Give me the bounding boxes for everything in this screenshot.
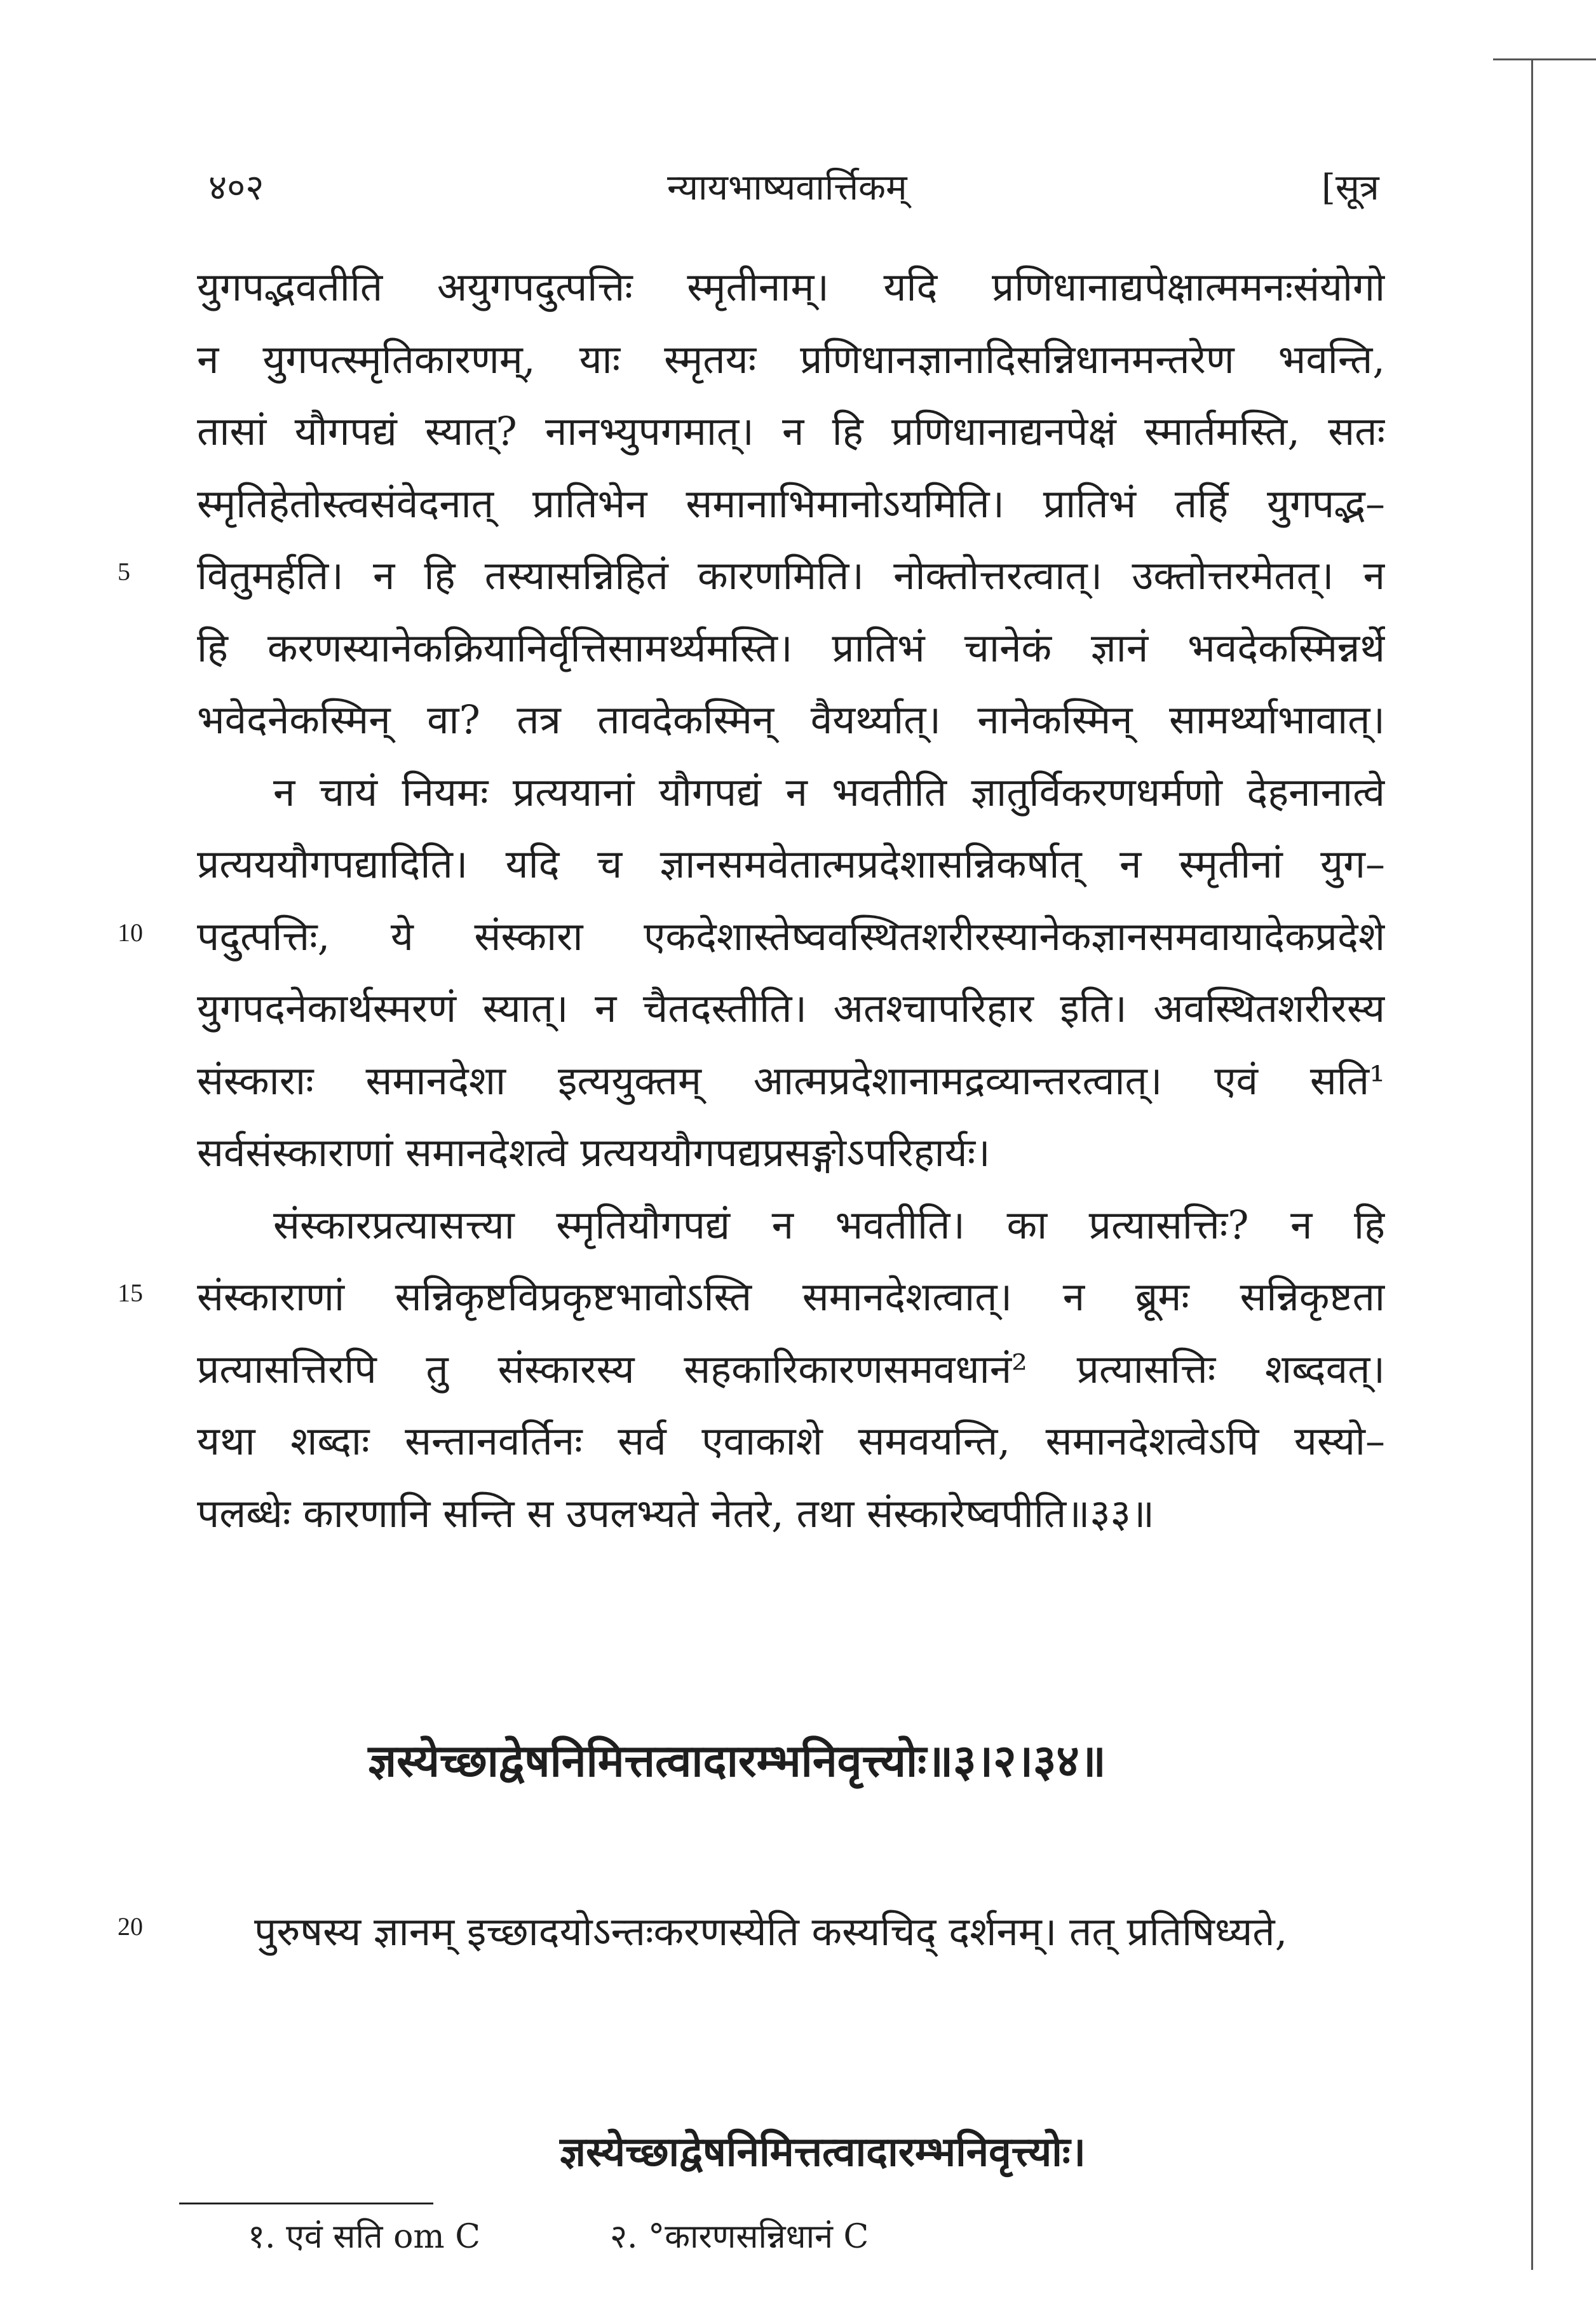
- line-number: 10: [118, 918, 143, 947]
- text-line: संस्कारप्रत्यासत्त्या स्मृतियौगपद्यं न भवतीति। का प्रत्यासत्तिः? न हि: [273, 1201, 1385, 1248]
- line-number: 20: [118, 1912, 143, 1941]
- text-line: संस्काराणां सन्निकृष्टविप्रकृष्टभावोऽस्ति समानदेशत्वात्। न ब्रूमः सन्निकृष्टता: [197, 1273, 1385, 1320]
- text-line: हि करणस्यानेकक्रियानिर्वृत्तिसामर्थ्यमस्ति। प्रातिभं चानेकं ज्ञानं भवदेकस्मिन्नर्थे: [197, 624, 1385, 671]
- footnote-rule: [179, 2203, 433, 2204]
- text-line: वितुमर्हति। न हि तस्यासन्निहितं कारणमिति। नोक्तोत्तरत्वात्। उक्तोत्तरमेतत्। न: [197, 552, 1385, 599]
- running-title: न्यायभाष्यवार्त्तिकम्: [667, 167, 907, 208]
- text-line: युगपदनेकार्थस्मरणं स्यात्। न चैतदस्तीति। अतश्चापरिहार इति। अवस्थितशरीरस्य: [197, 985, 1385, 1031]
- text-line: प्रत्यासत्तिरपि तु संस्कारस्य सहकारिकारणसमवधानं² प्रत्यासत्तिः शब्दवत्।: [197, 1345, 1385, 1392]
- text-line: यथा शब्दाः सन्तानवर्तिनः सर्व एवाकाशे समवयन्ति, समानदेशत्वेऽपि यस्यो–: [197, 1418, 1385, 1464]
- text-line: स्मृतिहेतोस्त्वसंवेदनात् प्रातिभेन समानाभिमानोऽयमिति। प्रातिभं तर्हि युगपद्भ–: [197, 480, 1385, 527]
- text-line: पदुत्पत्तिः, ये संस्कारा एकदेशास्तेष्ववस्थितशरीरस्यानेकज्ञानसमवायादेकप्रदेशे: [197, 913, 1385, 960]
- sutra-repeat: ज्ञस्येच्छाद्वेषनिमित्तत्वादारम्भनिवृत्त्योः।: [560, 2128, 1086, 2176]
- page-frame-right-edge: [1531, 58, 1533, 2270]
- line-number: 15: [118, 1279, 143, 1307]
- text-line: भवेदनेकस्मिन् वा? तत्र तावदेकस्मिन् वैयर्थ्यात्। नानेकस्मिन् सामर्थ्याभावात्।: [197, 696, 1385, 743]
- footnote-1: १. एवं सति om C: [248, 2218, 481, 2256]
- text-line: संस्काराः समानदेशा इत्ययुक्तम् आत्मप्रदेशानामद्रव्यान्तरत्वात्। एवं सति¹: [197, 1057, 1385, 1104]
- page-number: ४०२: [208, 167, 264, 208]
- commentary-line: पुरुषस्य ज्ञानम् इच्छादयोऽन्तःकरणस्येति कस्यचिद् दर्शनम्। तत् प्रतिषिध्यते,: [254, 1908, 1288, 1955]
- text-line: युगपद्भवतीति अयुगपदुत्पत्तिः स्मृतीनाम्। यदि प्रणिधानाद्यपेक्षात्ममनःसंयोगो: [197, 264, 1385, 310]
- text-line: प्रत्यययौगपद्यादिति। यदि च ज्ञानसमवेतात्मप्रदेशासन्निकर्षात् न स्मृतीनां युग–: [197, 841, 1385, 887]
- text-line: न युगपत्स्मृतिकारणम्, याः स्मृतयः प्रणिधानज्ञानादिसन्निधानमन्तरेण भवन्ति,: [197, 336, 1385, 383]
- page-frame-top-rule: [1493, 58, 1596, 60]
- footnote-2: २. °कारणसन्निधानं C: [610, 2218, 869, 2256]
- line-number: 5: [118, 557, 130, 586]
- text-line: पलब्धेः कारणानि सन्ति स उपलभ्यते नेतरे, तथा संस्कारेष्वपीति॥३३॥: [197, 1490, 1154, 1537]
- text-line: सर्वसंस्काराणां समानदेशत्वे प्रत्यययौगपद्यप्रसङ्गोऽपरिहार्यः।: [197, 1129, 991, 1176]
- section-marker: [सूत्र: [1322, 167, 1379, 208]
- text-line: तासां यौगपद्यं स्यात्? नानभ्युपगमात्। न हि प्रणिधानाद्यनपेक्षं स्मार्तमस्ति, सतः: [197, 408, 1385, 454]
- sutra-heading: ज्ञस्येच्छाद्वेषनिमित्तत्वादारम्भनिवृत्त्योः॥३।२।३४॥: [368, 1734, 1106, 1787]
- text-line: न चायं नियमः प्रत्ययानां यौगपद्यं न भवतीति ज्ञातुर्विकरणधर्मणो देहनानात्वे: [273, 768, 1385, 815]
